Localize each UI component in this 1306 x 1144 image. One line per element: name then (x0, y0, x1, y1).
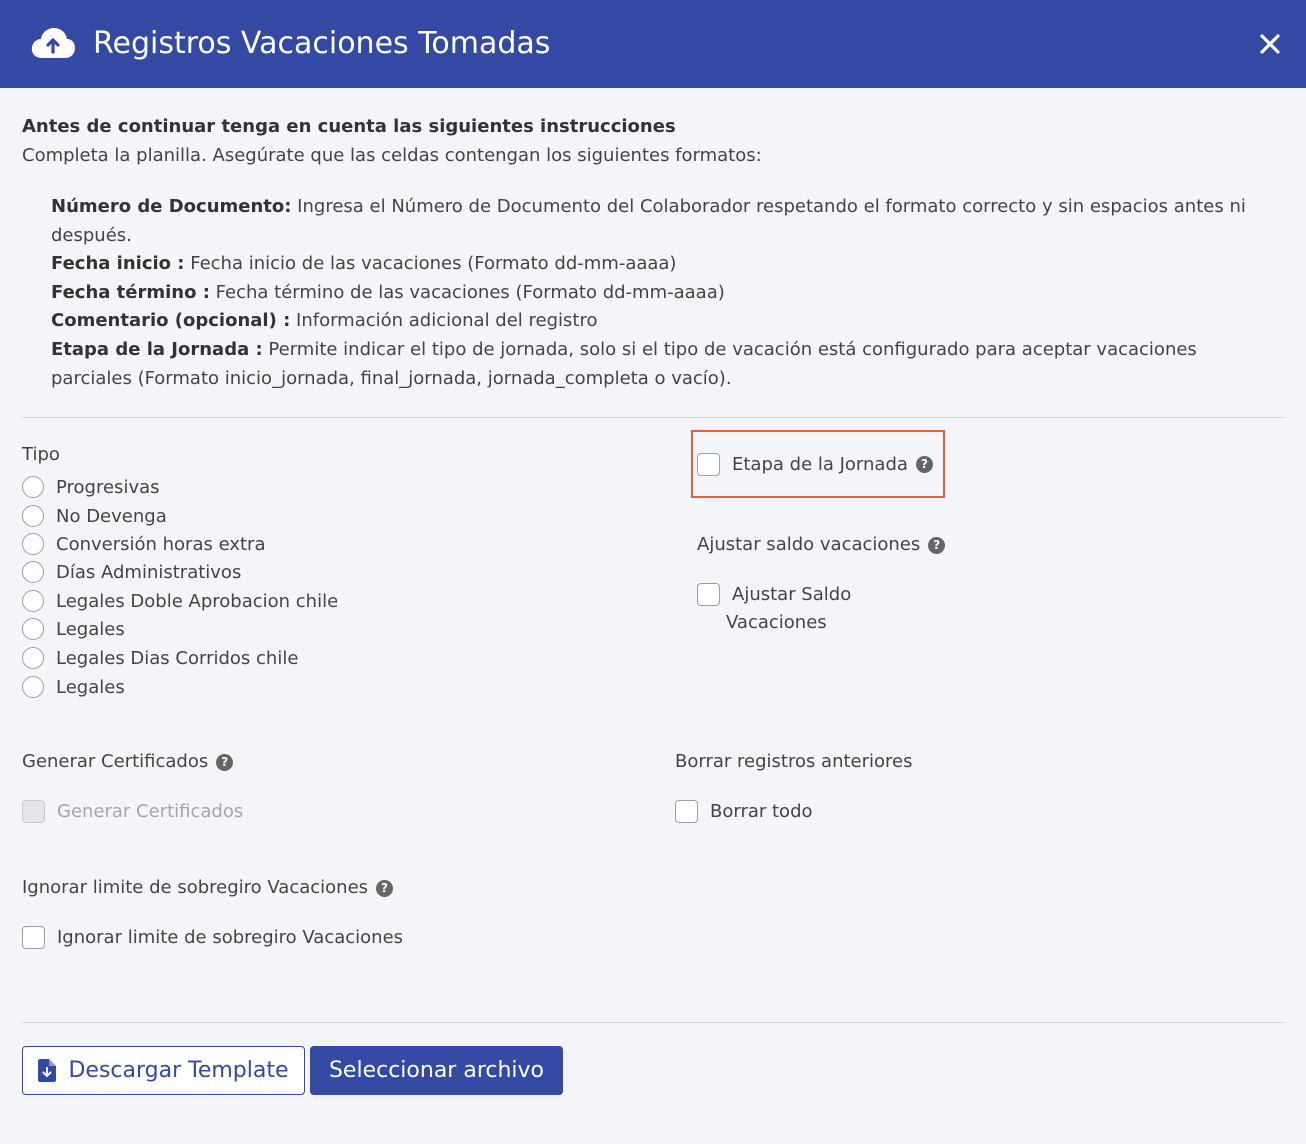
ignorar-limite-section-label: Ignorar limite de sobregiro Vacaciones ? (22, 875, 393, 901)
radio-button[interactable] (22, 561, 44, 583)
modal-title: Registros Vacaciones Tomadas (93, 26, 551, 61)
select-file-label: Seleccionar archivo (328, 1058, 545, 1083)
tipo-label: Tipo (22, 444, 60, 465)
etapa-jornada-label: Etapa de la Jornada (732, 453, 908, 475)
download-template-button[interactable] (22, 1046, 305, 1095)
ajustar-saldo-label-line2: Vacaciones (726, 612, 827, 633)
generar-certificados-checkbox (22, 800, 45, 823)
ignorar-limite-checkbox-row[interactable] (22, 924, 403, 950)
borrar-todo-label: Borrar todo (710, 800, 813, 822)
ignorar-limite-checkbox[interactable] (22, 926, 45, 949)
radio-button[interactable] (22, 505, 44, 527)
tipo-option[interactable]: Conversión horas extra (22, 531, 266, 557)
cloud-upload-icon (30, 24, 76, 64)
download-template-label: Descargar Template (68, 1058, 289, 1083)
ajustar-saldo-checkbox-row[interactable] (697, 581, 851, 607)
radio-button[interactable] (22, 533, 44, 555)
instruction-item: Comentario (opcional) : Información adicional del registro (51, 310, 598, 332)
tipo-option[interactable]: Legales Dias Corridos chile (22, 645, 298, 671)
help-icon[interactable]: ? (916, 456, 933, 473)
radio-button[interactable] (22, 476, 44, 498)
ignorar-limite-label: Ignorar limite de sobregiro Vacaciones (57, 926, 404, 948)
help-icon[interactable]: ? (928, 537, 945, 554)
borrar-todo-checkbox-row[interactable] (675, 798, 813, 824)
ajustar-saldo-checkbox[interactable] (697, 583, 720, 606)
instruction-item: Fecha término : Fecha término de las vacaciones (Formato dd-mm-aaaa) (51, 281, 725, 303)
file-download-icon (38, 1059, 56, 1082)
ajustar-saldo-section-label: Ajustar saldo vacaciones ? (697, 532, 945, 558)
generar-certificados-checkbox-row (22, 798, 243, 824)
modal-header (0, 0, 1306, 88)
tipo-option[interactable]: Legales Doble Aprobacion chile (22, 588, 338, 614)
select-file-button[interactable] (310, 1046, 563, 1095)
instruction-item: Fecha inicio : Fecha inicio de las vacaciones (Formato dd-mm-aaaa) (51, 253, 677, 275)
etapa-jornada-checkbox-row[interactable] (697, 451, 933, 477)
ajustar-saldo-label: Ajustar Saldo (732, 583, 852, 605)
instruction-item: Etapa de la Jornada : Permite indicar el tipo de jornada, solo si el tipo de vacación está configurado para aceptar vacaciones parciales (Formato inicio_jornada, final_jornada, jornada_completa o vacío). (51, 338, 1197, 389)
borrar-todo-checkbox[interactable] (675, 800, 698, 823)
help-icon[interactable]: ? (376, 880, 393, 897)
tipo-option[interactable]: Legales (22, 616, 125, 642)
borrar-registros-section-label: Borrar registros anteriores (675, 751, 913, 772)
help-icon[interactable]: ? (216, 754, 233, 771)
divider (22, 1022, 1285, 1023)
instruction-item: Número de Documento: Ingresa el Número de Documento del Colaborador respetando el formato correcto y sin espacios antes ni después. (51, 196, 1246, 246)
radio-button[interactable] (22, 647, 44, 669)
instructions-list (51, 193, 1281, 393)
radio-button[interactable] (22, 676, 44, 698)
instructions-subtitle: Completa la planilla. Asegúrate que las celdas contengan los siguientes formatos: (22, 145, 762, 166)
etapa-jornada-checkbox[interactable] (697, 453, 720, 476)
radio-button[interactable] (22, 618, 44, 640)
generar-certificados-label: Generar Certificados (57, 800, 244, 822)
generar-certificados-section-label: Generar Certificados ? (22, 749, 233, 775)
instructions-title: Antes de continuar tenga en cuenta las siguientes instrucciones (22, 116, 676, 137)
divider (22, 417, 1285, 418)
tipo-option[interactable]: Días Administrativos (22, 559, 241, 585)
tipo-option[interactable]: Legales (22, 674, 125, 700)
close-icon[interactable] (1254, 28, 1286, 60)
tipo-option[interactable]: No Devenga (22, 503, 167, 529)
tipo-option[interactable]: Progresivas (22, 474, 160, 500)
radio-button[interactable] (22, 590, 44, 612)
